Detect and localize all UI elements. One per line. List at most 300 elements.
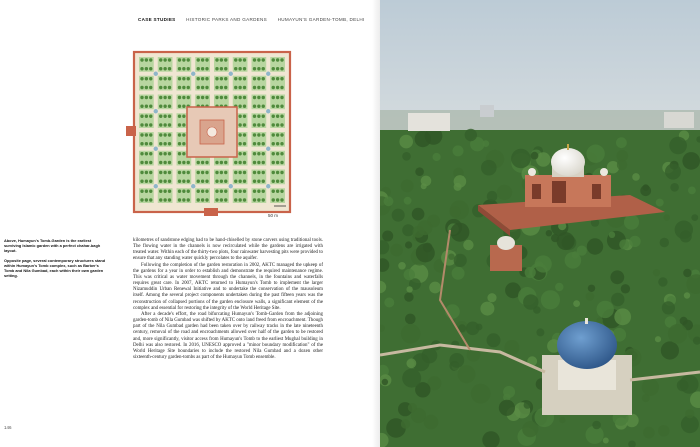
- plan-tree: [276, 133, 279, 136]
- tree-crown: [448, 254, 454, 260]
- plan-tree: [182, 86, 185, 89]
- plan-tree: [149, 77, 152, 80]
- plan-tree: [276, 77, 279, 80]
- tree-crown: [466, 322, 480, 336]
- plan-tree: [145, 198, 148, 201]
- tree-crown: [588, 285, 595, 292]
- tree-crown: [616, 137, 627, 148]
- plan-tree: [234, 58, 237, 61]
- plan-tree: [182, 96, 185, 99]
- plan-tree: [149, 133, 152, 136]
- tree-crown: [680, 317, 688, 325]
- dome-finial: [567, 144, 569, 150]
- plan-tree: [159, 86, 162, 89]
- plan-pool: [154, 72, 158, 76]
- tree-crown: [415, 167, 424, 176]
- plan-tree: [178, 58, 181, 61]
- tree-crown: [433, 153, 441, 161]
- tree-crown: [656, 199, 664, 207]
- plan-tree: [168, 171, 171, 174]
- page-number: 146: [4, 425, 12, 430]
- plan-tree: [262, 96, 265, 99]
- plan-tree: [253, 67, 256, 70]
- plan-tree: [201, 180, 204, 183]
- distant-building: [480, 105, 494, 117]
- plan-tree: [220, 96, 223, 99]
- plan-tree: [168, 133, 171, 136]
- plan-tree: [224, 190, 227, 193]
- tree-crown: [523, 294, 538, 309]
- plan-tree: [149, 96, 152, 99]
- tree-crown: [404, 197, 412, 205]
- plan-tree: [163, 77, 166, 80]
- tree-crown: [404, 292, 413, 301]
- plan-tree: [215, 96, 218, 99]
- plan-tree: [253, 180, 256, 183]
- plan-tree: [257, 161, 260, 164]
- tree-crown: [662, 301, 675, 314]
- plan-tree: [243, 67, 246, 70]
- plan-tree: [159, 190, 162, 193]
- plan-tree: [253, 123, 256, 126]
- tree-crown: [658, 277, 667, 286]
- plan-tree: [168, 142, 171, 145]
- tree-crown: [609, 232, 615, 238]
- plan-tree: [168, 67, 171, 70]
- tree-crown: [423, 243, 433, 253]
- tree-crown: [463, 240, 473, 250]
- tree-crown: [406, 286, 412, 292]
- plan-tree: [215, 86, 218, 89]
- plan-tree: [243, 123, 246, 126]
- plan-tree: [187, 180, 190, 183]
- plan-tree: [168, 123, 171, 126]
- mausoleum-arch: [552, 181, 566, 203]
- plan-tree: [276, 142, 279, 145]
- plan-tree: [272, 142, 275, 145]
- plan-tree: [197, 67, 200, 70]
- tree-crown: [417, 220, 432, 235]
- plan-tree: [159, 152, 162, 155]
- plan-tree: [145, 115, 148, 118]
- plan-scale-label: 50 m: [268, 213, 279, 218]
- plan-tree: [243, 115, 246, 118]
- plan-tree: [197, 86, 200, 89]
- plan-tree: [163, 133, 166, 136]
- plan-tree: [238, 133, 241, 136]
- tree-crown: [382, 231, 393, 242]
- plan-tree: [234, 86, 237, 89]
- tree-crown: [536, 328, 544, 336]
- plan-tree: [145, 58, 148, 61]
- plan-tree: [262, 198, 265, 201]
- plan-tree: [224, 67, 227, 70]
- plan-pool: [154, 184, 158, 188]
- plan-tree: [205, 180, 208, 183]
- plan-tree: [187, 96, 190, 99]
- plan-tree: [168, 58, 171, 61]
- caption-above-lead: Above, Humayun's Tomb-Garden is the earliest surviving Islamic garden with a perfect chahar-bagh layout.: [4, 238, 101, 254]
- plan-tree: [276, 198, 279, 201]
- plan-tree: [163, 115, 166, 118]
- plan-tree: [182, 190, 185, 193]
- plan-pool: [229, 72, 233, 76]
- tree-crown: [522, 421, 538, 437]
- tree-crown: [535, 255, 552, 272]
- plan-tree: [197, 77, 200, 80]
- plan-tree: [238, 190, 241, 193]
- tree-crown: [573, 300, 580, 307]
- plan-tree: [280, 105, 283, 108]
- plan-tree: [272, 171, 275, 174]
- running-head-chapter: HISTORIC PARKS AND GARDENS: [186, 17, 268, 22]
- plan-tree: [168, 190, 171, 193]
- tree-crown: [680, 375, 699, 394]
- plan-tree: [262, 67, 265, 70]
- plan-tree: [168, 198, 171, 201]
- plan-tree: [163, 180, 166, 183]
- plan-tree: [280, 190, 283, 193]
- plan-tree: [253, 152, 256, 155]
- plan-tree: [262, 152, 265, 155]
- plan-tree: [272, 161, 275, 164]
- plan-tree: [182, 115, 185, 118]
- main-dome: [551, 148, 585, 176]
- plan-tree: [178, 123, 181, 126]
- tree-crown: [392, 209, 405, 222]
- plan-tree: [149, 142, 152, 145]
- plan-tree: [149, 67, 152, 70]
- plan-tree: [187, 198, 190, 201]
- plan-tree: [168, 105, 171, 108]
- tree-crown: [453, 145, 464, 156]
- plan-tree: [272, 105, 275, 108]
- tree-crown: [617, 160, 627, 170]
- plan-pool: [154, 109, 158, 113]
- plan-tree: [262, 115, 265, 118]
- plan-tree: [238, 180, 241, 183]
- plan-tree: [205, 77, 208, 80]
- plan-tree: [178, 96, 181, 99]
- plan-tree: [182, 105, 185, 108]
- plan-tree: [182, 161, 185, 164]
- plan-tree: [168, 86, 171, 89]
- plan-tree: [262, 133, 265, 136]
- plan-tree: [182, 123, 185, 126]
- tree-crown: [619, 239, 629, 249]
- plan-tree: [243, 105, 246, 108]
- running-head-section: CASE STUDIES: [138, 17, 176, 22]
- plan-tree: [253, 105, 256, 108]
- plan-tree: [224, 198, 227, 201]
- plan-tree: [215, 198, 218, 201]
- plan-tree: [238, 161, 241, 164]
- tree-crown: [624, 215, 639, 230]
- plan-tree: [243, 77, 246, 80]
- plan-tree: [272, 67, 275, 70]
- plan-tree: [145, 180, 148, 183]
- plan-tree: [159, 96, 162, 99]
- plan-tree: [280, 133, 283, 136]
- plan-tree: [187, 190, 190, 193]
- plan-tree: [159, 171, 162, 174]
- garden-site-plan: [124, 46, 296, 218]
- plan-tree: [234, 190, 237, 193]
- tree-crown: [401, 180, 414, 193]
- mausoleum-arch: [532, 184, 541, 199]
- plan-tree: [276, 152, 279, 155]
- plan-tree: [159, 115, 162, 118]
- plan-tree: [220, 190, 223, 193]
- tree-crown: [454, 175, 467, 188]
- plan-tree: [140, 133, 143, 136]
- plan-tree: [280, 67, 283, 70]
- plan-tree: [262, 171, 265, 174]
- plan-tree: [140, 67, 143, 70]
- plan-pool: [191, 72, 195, 76]
- tree-crown: [450, 223, 469, 242]
- plan-tree: [145, 133, 148, 136]
- tree-crown: [481, 160, 497, 176]
- tree-crown: [504, 340, 519, 355]
- tree-crown: [655, 336, 661, 342]
- plan-tree: [253, 190, 256, 193]
- plan-tree: [257, 133, 260, 136]
- plan-tree: [197, 161, 200, 164]
- plan-tree: [187, 77, 190, 80]
- plan-west-gate: [126, 126, 136, 136]
- tree-crown: [597, 301, 614, 318]
- plan-pool: [191, 184, 195, 188]
- plan-tree: [159, 133, 162, 136]
- plan-tree: [182, 152, 185, 155]
- plan-tree: [201, 161, 204, 164]
- plan-tree: [159, 77, 162, 80]
- plan-tree: [262, 142, 265, 145]
- plan-pool: [266, 109, 270, 113]
- plan-tree: [178, 67, 181, 70]
- tree-crown: [546, 230, 552, 236]
- plan-tree: [234, 171, 237, 174]
- plan-tree: [243, 152, 246, 155]
- tree-crown: [524, 401, 531, 408]
- tree-crown: [682, 152, 700, 170]
- plan-tree: [257, 67, 260, 70]
- tree-crown: [511, 149, 531, 169]
- plan-tree: [220, 77, 223, 80]
- tree-crown: [487, 191, 498, 202]
- tree-crown: [683, 269, 691, 277]
- plan-tree: [197, 96, 200, 99]
- plan-tree: [257, 123, 260, 126]
- chhatri: [600, 168, 608, 176]
- plan-tree: [238, 58, 241, 61]
- tree-crown: [664, 214, 670, 220]
- plan-tree: [140, 142, 143, 145]
- plan-tree: [140, 77, 143, 80]
- plan-tree: [253, 198, 256, 201]
- caption-opposite-lead: Opposite page, several contemporary structures stand within Humayun's Tomb complex, such as Barber's Tomb and Nila Gumbad, each within their own garden setting.: [4, 257, 106, 279]
- tree-crown: [658, 425, 669, 436]
- plan-tree: [276, 58, 279, 61]
- plan-tree: [140, 171, 143, 174]
- tree-crown: [685, 409, 694, 418]
- plan-tree: [280, 198, 283, 201]
- nila-gumbad-finial: [585, 318, 588, 324]
- plan-tree: [220, 67, 223, 70]
- plan-tree: [224, 58, 227, 61]
- plan-tree: [234, 180, 237, 183]
- plan-tree: [140, 198, 143, 201]
- tree-crown: [632, 173, 640, 181]
- plan-tree: [280, 123, 283, 126]
- plan-tree: [224, 77, 227, 80]
- body-text: [133, 238, 323, 361]
- plan-tree: [257, 180, 260, 183]
- tree-crown: [670, 183, 679, 192]
- plan-tree: [224, 86, 227, 89]
- tree-crown: [415, 131, 431, 147]
- plan-tree: [280, 58, 283, 61]
- tree-crown: [586, 145, 604, 163]
- tree-crown: [653, 269, 660, 276]
- plan-tree: [280, 142, 283, 145]
- plan-tree: [145, 67, 148, 70]
- tree-crown: [691, 214, 698, 221]
- tree-crown: [384, 196, 394, 206]
- plan-tree: [220, 161, 223, 164]
- plan-tree: [197, 198, 200, 201]
- plan-tree: [272, 133, 275, 136]
- plan-tree: [243, 96, 246, 99]
- plan-tree: [145, 152, 148, 155]
- distant-building: [664, 112, 694, 128]
- plan-tree: [145, 105, 148, 108]
- plan-tree: [253, 86, 256, 89]
- plan-tree: [220, 58, 223, 61]
- plan-tree: [168, 96, 171, 99]
- tree-crown: [398, 262, 406, 270]
- plan-pool: [154, 147, 158, 151]
- plan-tree: [178, 142, 181, 145]
- plan-tree: [272, 152, 275, 155]
- plan-tree: [182, 198, 185, 201]
- plan-tree: [253, 96, 256, 99]
- plan-tree: [205, 86, 208, 89]
- tree-crown: [557, 232, 575, 250]
- plan-tree: [243, 58, 246, 61]
- plan-tree: [182, 67, 185, 70]
- tree-crown: [603, 438, 609, 444]
- tree-crown: [404, 269, 415, 280]
- plan-tree: [257, 171, 260, 174]
- plan-tree: [149, 86, 152, 89]
- tree-crown: [458, 365, 476, 383]
- tree-crown: [587, 238, 603, 254]
- plan-tree: [159, 180, 162, 183]
- plan-tree: [276, 67, 279, 70]
- plan-tree: [163, 190, 166, 193]
- plan-tree: [140, 86, 143, 89]
- barbers-tomb-dome: [497, 236, 515, 250]
- tree-crown: [497, 185, 512, 200]
- tree-crown: [450, 206, 461, 217]
- tree-crown: [401, 324, 421, 344]
- plan-tree: [159, 105, 162, 108]
- plan-tree: [182, 77, 185, 80]
- running-head-subject: HUMAYUN'S GARDEN-TOMB, DELHI: [277, 17, 365, 22]
- plan-tree: [149, 171, 152, 174]
- plan-tree: [201, 86, 204, 89]
- plan-tree: [168, 180, 171, 183]
- tree-crown: [480, 302, 494, 316]
- plan-tree: [262, 58, 265, 61]
- running-head: [138, 17, 378, 22]
- right-page-photo: [380, 0, 700, 447]
- plan-tree: [163, 96, 166, 99]
- plan-tree: [215, 58, 218, 61]
- plan-tree: [253, 161, 256, 164]
- plan-tree: [276, 105, 279, 108]
- tree-crown: [525, 267, 536, 278]
- plan-tree: [243, 133, 246, 136]
- tree-crown: [402, 224, 414, 236]
- plan-tree: [201, 77, 204, 80]
- plan-tree: [187, 67, 190, 70]
- plan-tree: [145, 86, 148, 89]
- plan-tree: [168, 115, 171, 118]
- plan-tree: [140, 58, 143, 61]
- body-paragraph: Following the completion of the garden restoration in 2002, AKTC managed the upkeep of the gardens for a year in order to establish and demonstrate the required maintenance regime. This was critical as water movement through the channels, in the fountains and waterfalls requires great care. In 2007, AKTC returned to Humayun's Tomb to implement the larger Nizamuddin Urban Renewal Initiative and to undertake the conservation of the mausoleum itself. Among the several project components undertaken during the past fifteen years was the reconstruction of collapsed portions of the garden enclosure walls, a significant element of the complex and essential for restoring the integrity of the World Heritage Site.: [133, 262, 323, 311]
- tree-crown: [384, 298, 394, 308]
- plan-tree: [243, 86, 246, 89]
- plan-tree: [215, 77, 218, 80]
- plan-tree: [276, 161, 279, 164]
- plan-tree: [145, 161, 148, 164]
- plan-tree: [187, 58, 190, 61]
- tree-crown: [390, 244, 403, 257]
- plan-tree: [215, 180, 218, 183]
- plan-tree: [224, 171, 227, 174]
- plan-tree: [272, 77, 275, 80]
- tree-crown: [465, 129, 477, 141]
- plan-tree: [163, 67, 166, 70]
- plan-tree: [253, 142, 256, 145]
- caption-above: [4, 238, 108, 254]
- caption-opposite: [4, 258, 108, 279]
- plan-tree: [140, 115, 143, 118]
- tree-crown: [621, 284, 630, 293]
- plan-tree: [145, 123, 148, 126]
- plan-tree: [243, 190, 246, 193]
- tree-crown: [665, 164, 681, 180]
- plan-tree: [262, 190, 265, 193]
- tree-crown: [402, 152, 411, 161]
- plan-tree: [238, 96, 241, 99]
- plan-tree: [257, 105, 260, 108]
- plan-tree: [182, 142, 185, 145]
- book-gutter: [372, 0, 380, 447]
- plan-tree: [163, 161, 166, 164]
- plan-tree: [257, 96, 260, 99]
- plan-tree: [182, 171, 185, 174]
- plan-tree: [163, 171, 166, 174]
- plan-tree: [149, 161, 152, 164]
- plan-tree: [197, 58, 200, 61]
- plan-tree: [257, 77, 260, 80]
- plan-tree: [234, 77, 237, 80]
- plan-tree: [178, 190, 181, 193]
